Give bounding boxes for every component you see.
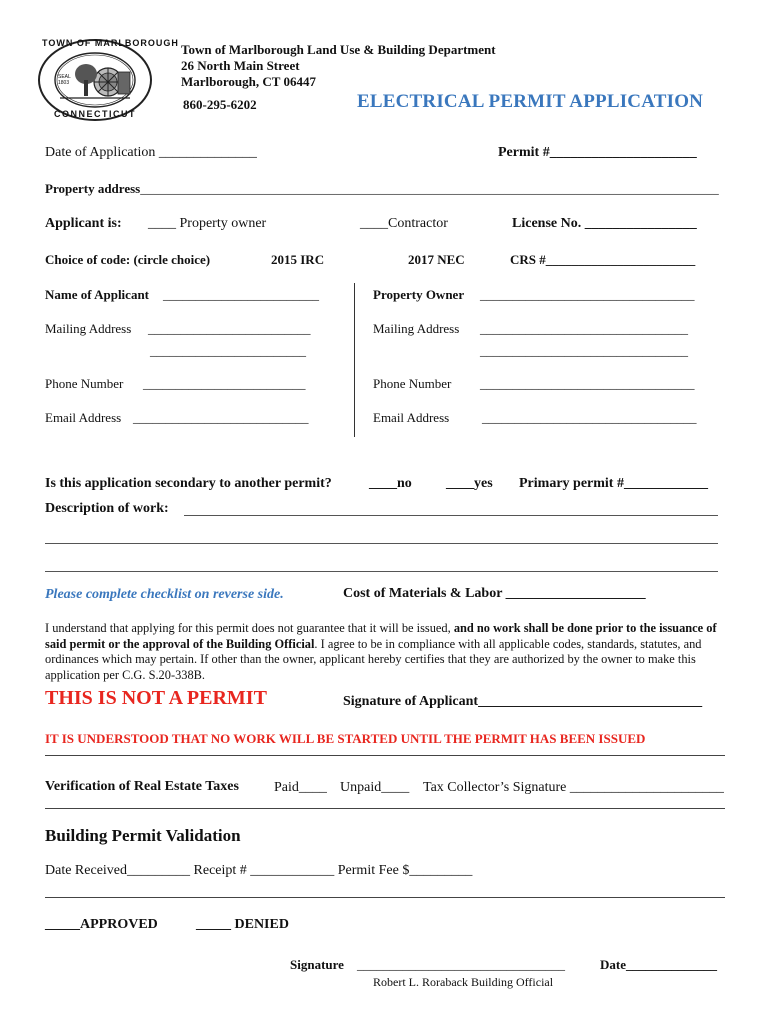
property-owner-line[interactable]: _________________________________ — [480, 287, 695, 302]
statement-part-2: . I agree to be in compliance with all applicable codes, standards, statutes, and ordinances which may pertain. If other than the owner, applicant hereby certifies that they are authorized by the owner to make this application per C.G. S.20-338B. — [45, 636, 702, 682]
department-city: Marlborough, CT 06447 — [181, 74, 316, 89]
validation-fields[interactable]: Date Received_________ Receipt # ____________ Permit Fee $_________ — [45, 863, 473, 878]
primary-permit-field[interactable]: Primary permit #____________ — [519, 476, 708, 491]
official-signature-line[interactable]: ________________________________ — [357, 957, 565, 972]
section-divider-1 — [45, 755, 725, 756]
column-divider — [354, 283, 355, 437]
owner-mailing-address-line1[interactable]: ________________________________ — [480, 321, 688, 336]
applicant-is-label: Applicant is: — [45, 216, 122, 231]
applicant-signature-field[interactable]: Signature of Applicant________________________________ — [343, 694, 703, 709]
department-name: Town of Marlborough Land Use & Building Department — [181, 42, 496, 57]
license-number-field[interactable]: License No. ________________ — [512, 216, 697, 231]
secondary-yes-option[interactable]: ____yes — [446, 476, 493, 491]
tax-collector-signature-field[interactable]: Tax Collector’s Signature ______________________ — [423, 780, 724, 795]
applicant-mailing-address-line1[interactable]: _________________________ — [148, 321, 311, 336]
denied-option[interactable]: _____ DENIED — [196, 917, 289, 932]
official-signature-label: Signature — [290, 957, 344, 972]
code-option-2015-irc[interactable]: 2015 IRC — [271, 252, 325, 267]
real-estate-taxes-label: Verification of Real Estate Taxes — [45, 779, 239, 794]
official-date-field[interactable]: Date______________ — [600, 957, 717, 972]
department-street: 26 North Main Street — [181, 58, 300, 73]
owner-phone-label: Phone Number — [373, 376, 452, 391]
permit-number-field[interactable]: Permit #_____________________ — [498, 145, 697, 160]
statement-part-1: I understand that applying for this permit does not guarantee that it will be issued, — [45, 621, 454, 635]
seal-ring-bottom-text: CONNECTICUT — [54, 109, 136, 119]
seal-center-text: SEAL 1803 — [58, 74, 71, 86]
owner-phone-line[interactable]: _________________________________ — [480, 376, 695, 391]
property-address-line: _________________________________________________________________________________________ — [140, 181, 719, 196]
name-of-applicant-line[interactable]: ________________________ — [163, 287, 319, 302]
description-of-work-label: Description of work: — [45, 501, 169, 516]
code-option-2017-nec[interactable]: 2017 NEC — [408, 252, 465, 267]
name-of-applicant-label: Name of Applicant — [45, 287, 149, 302]
taxes-unpaid-option[interactable]: Unpaid____ — [340, 780, 410, 795]
cost-of-materials-field[interactable]: Cost of Materials & Labor ____________________ — [343, 586, 646, 601]
description-line-3[interactable] — [45, 571, 718, 572]
approved-option[interactable]: _____APPROVED — [45, 917, 158, 932]
checklist-note: Please complete checklist on reverse side. — [45, 587, 284, 602]
taxes-paid-option[interactable]: Paid____ — [274, 780, 327, 795]
crs-number-field[interactable]: CRS #_______________________ — [510, 252, 696, 267]
applicant-phone-line[interactable]: _________________________ — [143, 376, 306, 391]
section-divider-2 — [45, 808, 725, 809]
date-of-application-field[interactable]: Date of Application ______________ — [45, 145, 257, 160]
applicant-contractor-option[interactable]: ____Contractor — [360, 216, 448, 231]
town-seal — [36, 38, 179, 122]
applicant-phone-label: Phone Number — [45, 376, 124, 391]
owner-mailing-address-label: Mailing Address — [373, 321, 460, 336]
work-warning: IT IS UNDERSTOOD THAT NO WORK WILL BE STARTED UNTIL THE PERMIT HAS BEEN ISSUED — [45, 731, 646, 746]
applicant-property-owner-option[interactable]: ____ Property owner — [148, 216, 267, 231]
description-line-1[interactable] — [184, 515, 718, 516]
applicant-email-label: Email Address — [45, 410, 122, 425]
owner-email-line[interactable]: _________________________________ — [482, 410, 697, 425]
applicant-mailing-address-label: Mailing Address — [45, 321, 132, 336]
not-a-permit-notice: THIS IS NOT A PERMIT — [45, 687, 267, 709]
property-address-label: Property address — [45, 181, 141, 196]
statement-bold: and no work shall be done prior to the issuance of said permit or the approval of the Building Official — [45, 621, 717, 651]
section-divider-3 — [45, 897, 725, 898]
owner-email-label: Email Address — [373, 410, 450, 425]
seal-ring-top-text: TOWN OF MARLBOROUGH — [42, 38, 179, 48]
secondary-no-option[interactable]: ____no — [369, 476, 412, 491]
building-permit-validation-title: Building Permit Validation — [45, 826, 241, 845]
department-phone: 860-295-6202 — [183, 97, 257, 112]
applicant-mailing-address-line2[interactable]: ________________________ — [150, 343, 306, 358]
property-owner-label: Property Owner — [373, 287, 465, 302]
description-line-2[interactable] — [45, 543, 718, 544]
applicant-email-line[interactable]: ___________________________ — [133, 410, 309, 425]
secondary-permit-question: Is this application secondary to another permit? — [45, 476, 332, 491]
applicant-statement — [45, 621, 725, 683]
property-address-field[interactable] — [45, 181, 719, 197]
choice-of-code-label: Choice of code: (circle choice) — [45, 252, 211, 267]
form-title: ELECTRICAL PERMIT APPLICATION — [357, 91, 704, 112]
owner-mailing-address-line2[interactable]: ________________________________ — [480, 343, 688, 358]
building-official-name: Robert L. Roraback Building Official — [373, 975, 554, 989]
